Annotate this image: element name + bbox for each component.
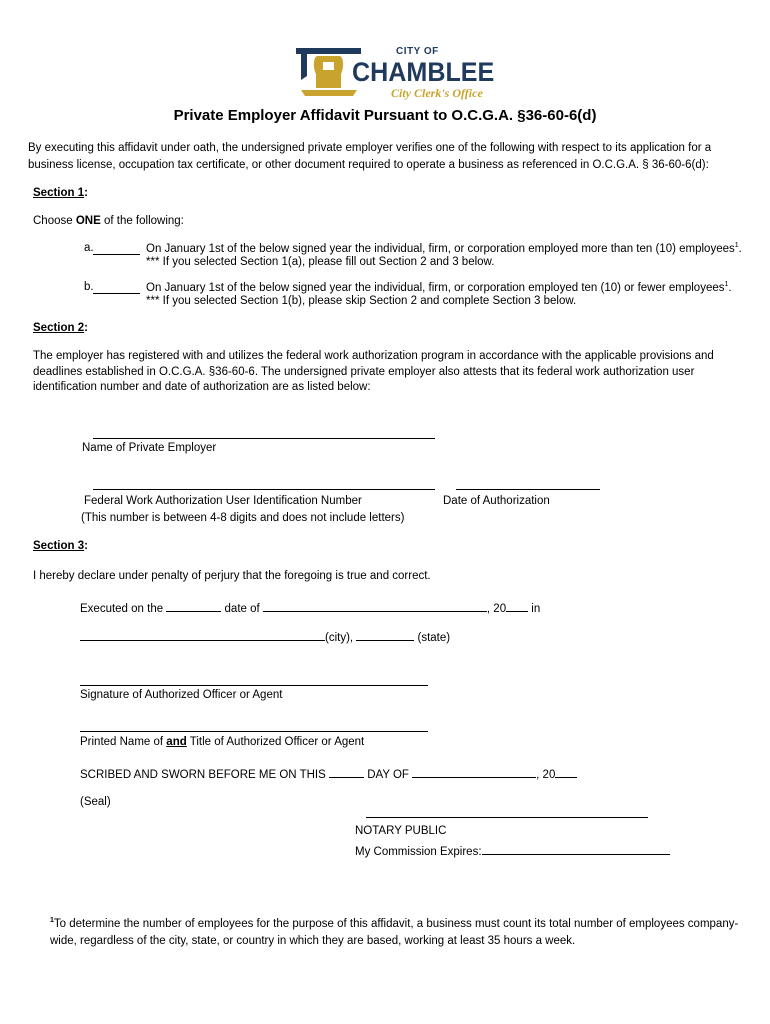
option-b-note: *** If you selected Section 1(b), please skip Section 2 and complete Section 3 below.	[146, 295, 577, 307]
sworn-month-blank[interactable]	[412, 766, 536, 778]
option-b-sup: 1	[724, 281, 729, 288]
in-label: in	[531, 603, 541, 615]
option-b-end: .	[728, 281, 732, 294]
sworn-row	[80, 766, 577, 781]
section1-heading	[33, 187, 88, 199]
printed-and: and	[166, 736, 187, 748]
executed-row	[80, 600, 540, 615]
executed-on-label: Executed on the	[80, 603, 164, 615]
logo-city-of: CITY OF	[396, 46, 439, 57]
date-authorization-label: Date of Authorization	[443, 495, 550, 507]
employer-name-label: Name of Private Employer	[82, 442, 217, 454]
employer-name-line[interactable]	[93, 438, 435, 439]
section2-label: Section 2	[33, 322, 85, 334]
option-b-text	[146, 281, 732, 294]
option-a-text	[146, 242, 742, 255]
signature-line[interactable]	[80, 685, 428, 686]
printed-name-label	[80, 736, 364, 748]
section2-body: The employer has registered with and utilizes the federal work authorization program in accordance with the applicable provisions and deadlines established in O.C.G.A. §36-60-6. The undersigned private employer also attests that its federal work authorization user identification number and date of authorization are as listed below:	[33, 350, 714, 393]
fed-id-note: (This number is between 4-8 digits and does not include letters)	[81, 512, 405, 524]
section1-choose	[33, 215, 184, 227]
fed-id-label: Federal Work Authorization User Identification Number	[84, 495, 362, 507]
sworn-day-blank[interactable]	[329, 766, 364, 778]
footnote	[50, 912, 740, 950]
option-a-end: .	[738, 242, 742, 255]
section2-heading	[33, 322, 88, 334]
fed-id-line[interactable]	[93, 489, 435, 490]
printed-name-line[interactable]	[80, 731, 428, 732]
declaration: I hereby declare under penalty of perjury that the foregoing is true and correct.	[33, 570, 431, 582]
commission-blank[interactable]	[482, 843, 670, 855]
option-b-body: On January 1st of the below signed year the individual, firm, or corporation employed ten (10) or fewer employees	[146, 281, 725, 294]
section3-heading	[33, 540, 88, 552]
printed-prefix: Printed Name of	[80, 736, 167, 748]
option-a-body: On January 1st of the below signed year the individual, firm, or corporation employed more than ten (10) employees	[146, 242, 735, 255]
commission-row	[355, 843, 670, 858]
date-of-label: date of	[224, 603, 260, 615]
page-title: Private Employer Affidavit Pursuant to O.C.G.A. §36-60-6(d)	[173, 107, 597, 124]
section1-label: Section 1	[33, 187, 85, 199]
executed-year-blank[interactable]	[506, 600, 528, 612]
signature-label: Signature of Authorized Officer or Agent	[80, 689, 283, 701]
section3-label: Section 3	[33, 540, 85, 552]
choose-bold: ONE	[75, 215, 101, 227]
printed-suffix: Title of Authorized Officer or Agent	[186, 736, 365, 748]
sworn-prefix: SCRIBED AND SWORN BEFORE ME ON THIS	[80, 769, 326, 781]
section2-colon: :	[84, 322, 88, 334]
executed-day-blank[interactable]	[166, 600, 221, 612]
option-a-blank[interactable]	[93, 254, 140, 255]
footnote-mark: 1	[50, 917, 54, 924]
day-of-label: DAY OF	[367, 769, 409, 781]
choose-prefix: Choose	[33, 215, 76, 227]
date-authorization-line[interactable]	[456, 489, 600, 490]
logo-subtitle: City Clerk's Office	[391, 86, 483, 100]
commission-label: My Commission Expires:	[355, 846, 482, 858]
option-a-note: *** If you selected Section 1(a), please fill out Section 2 and 3 below.	[146, 256, 495, 268]
section3-colon: :	[84, 540, 88, 552]
executed-month-blank[interactable]	[263, 600, 487, 612]
option-b-letter: b.	[84, 281, 94, 293]
section1-colon: :	[84, 187, 88, 199]
year-prefix: , 20	[486, 603, 507, 615]
city-label: (city),	[325, 632, 354, 644]
city-blank[interactable]	[80, 629, 325, 641]
intro-paragraph: By executing this affidavit under oath, the undersigned private employer verifies one of the following with respect to its application for a business license, occupation tax certificate, or other document required to operate a business as referenced in O.C.G.A. § 36-60-6(d):	[28, 142, 712, 171]
notary-signature-line[interactable]	[366, 817, 648, 818]
option-b-blank[interactable]	[93, 293, 140, 294]
option-a-letter: a.	[84, 242, 94, 254]
seal-label: (Seal)	[80, 796, 111, 808]
sworn-year-prefix: , 20	[536, 769, 556, 781]
location-row	[80, 629, 450, 644]
state-blank[interactable]	[356, 629, 414, 641]
notary-public-label: NOTARY PUBLIC	[355, 825, 447, 837]
state-label: (state)	[417, 632, 451, 644]
logo-name: CHAMBLEE	[352, 57, 495, 87]
choose-suffix: of the following:	[100, 215, 184, 227]
sworn-year-blank[interactable]	[555, 766, 577, 778]
footnote-text: To determine the number of employees for the purpose of this affidavit, a business must count its total number of employees company-wide, regardless of the city, state, or country in which they are based, working at least 35 hours a week.	[50, 917, 739, 947]
option-a-sup: 1	[734, 242, 739, 249]
